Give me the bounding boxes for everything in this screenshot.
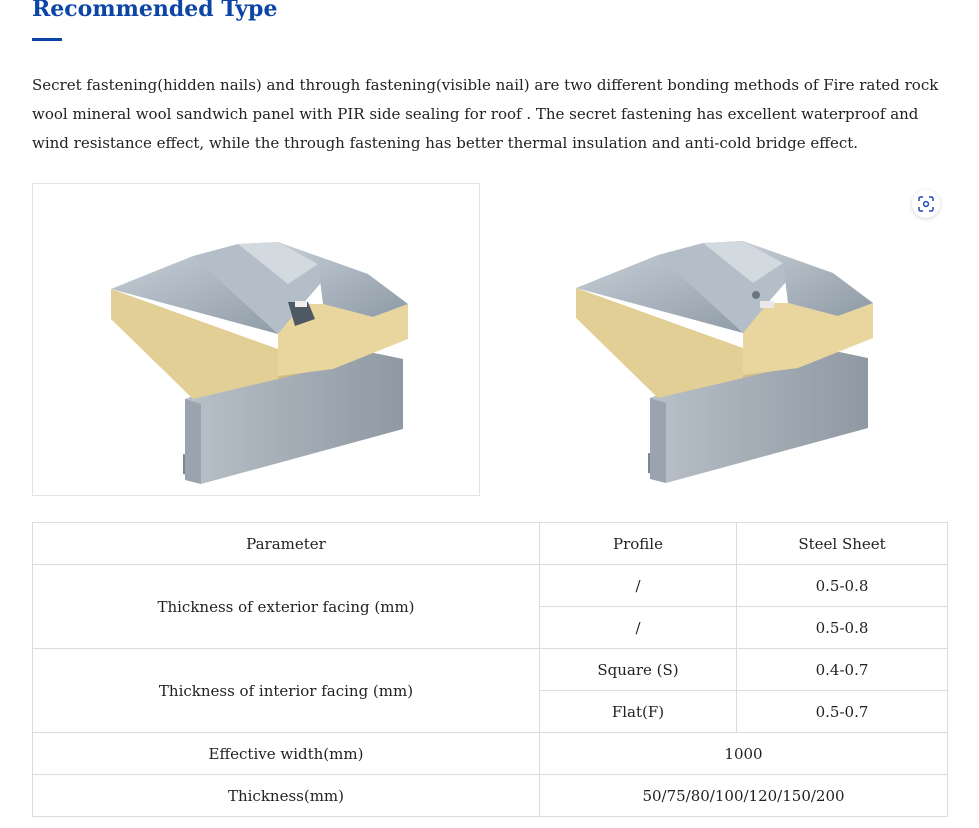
exterior-steel-1: 0.5-0.8: [737, 565, 948, 607]
title-underline: [32, 38, 62, 41]
header-parameter: Parameter: [33, 523, 540, 565]
section-title: Recommended Type: [32, 0, 278, 22]
through-fastening-image: [498, 183, 946, 496]
width-value: 1000: [540, 733, 948, 775]
table-row: [33, 565, 948, 607]
table-row: [33, 775, 948, 817]
spec-table: [32, 522, 948, 817]
table-header-row: [33, 523, 948, 565]
interior-profile-2: Flat(F): [540, 691, 737, 733]
zoom-scan-icon: [918, 196, 934, 212]
thickness-value: 50/75/80/100/120/150/200: [540, 775, 948, 817]
exterior-label: Thickness of exterior facing (mm): [33, 565, 540, 649]
zoom-button[interactable]: [912, 190, 940, 218]
exterior-profile-2: /: [540, 607, 737, 649]
table-row: [33, 733, 948, 775]
through-fastening-panel-illustration: [498, 183, 946, 496]
interior-steel-1: 0.4-0.7: [737, 649, 948, 691]
interior-steel-2: 0.5-0.7: [737, 691, 948, 733]
table-row: [33, 649, 948, 691]
secret-fastening-image: [32, 183, 480, 496]
intro-paragraph: Secret fastening(hidden nails) and through fastening(visible nail) are two different bonding methods of Fire rated rock wool mineral wool sandwich panel with PIR side sealing for roof . The secret fastening has excellent waterproof and wind resistance effect, while the through fastening has better thermal insulation and anti-cold bridge effect.: [32, 76, 939, 152]
width-label: Effective width(mm): [33, 733, 540, 775]
exterior-steel-2: 0.5-0.8: [737, 607, 948, 649]
interior-label: Thickness of interior facing (mm): [33, 649, 540, 733]
header-steel-sheet: Steel Sheet: [737, 523, 948, 565]
thickness-label: Thickness(mm): [33, 775, 540, 817]
exterior-profile-1: /: [540, 565, 737, 607]
interior-profile-1: Square (S): [540, 649, 737, 691]
header-profile: Profile: [540, 523, 737, 565]
secret-fastening-panel-illustration: [33, 184, 481, 497]
